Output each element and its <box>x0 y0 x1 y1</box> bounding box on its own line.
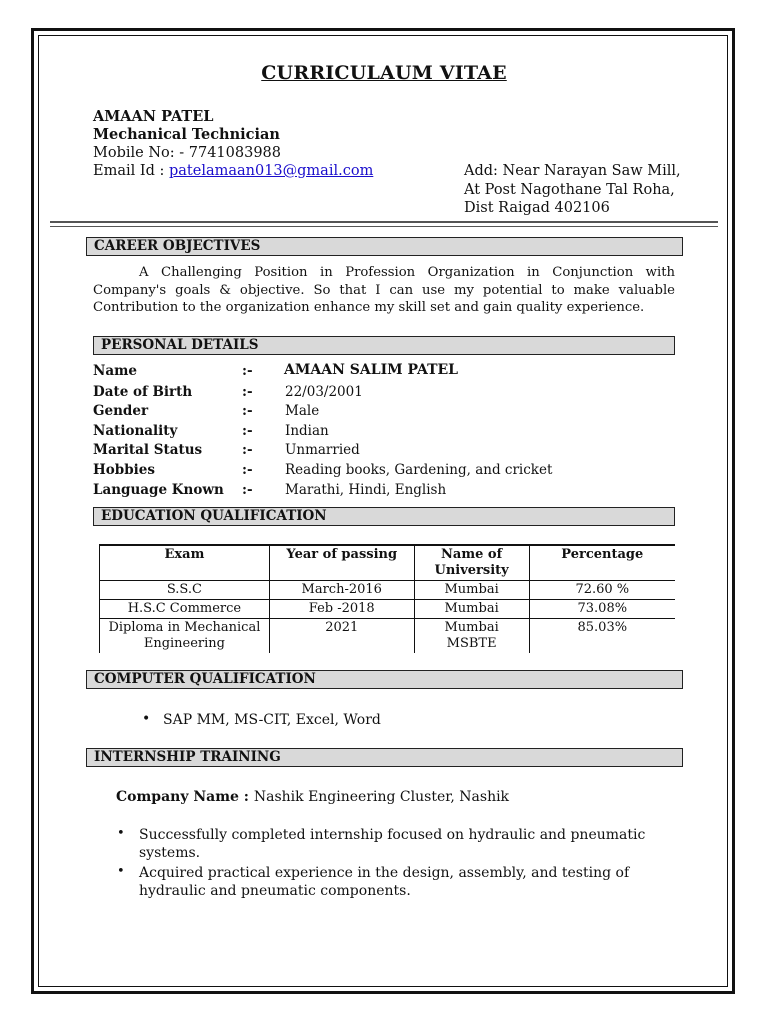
career-objective-body: A Challenging Position in Profession Organization in Conjunction with Company's goals & objective. So that I can use my potential to make valuable Contribution to the organization enhance my skill set and gain quality experience. <box>93 265 675 315</box>
personal-label-nationality: Nationality <box>93 423 178 439</box>
table-row <box>100 581 676 600</box>
education-cell-exam: S.S.C <box>100 581 270 600</box>
computer-skill-item: SAP MM, MS-CIT, Excel, Word <box>163 712 381 728</box>
internship-point: Acquired practical experience in the design, assembly, and testing of hydraulic and pneumatic components. <box>139 865 630 899</box>
address-line-1: Add: Near Narayan Saw Mill, <box>464 163 681 179</box>
education-header-row <box>100 545 676 581</box>
education-header-percentage: Percentage <box>529 545 675 581</box>
personal-value-hobbies: Reading books, Gardening, and cricket <box>285 462 553 478</box>
section-education-qualification: EDUCATION QUALIFICATION <box>93 507 675 526</box>
personal-value-name: AMAAN SALIM PATEL <box>284 362 459 378</box>
education-header-university: Name of University <box>414 545 529 581</box>
internship-point: Successfully completed internship focused on hydraulic and pneumatic systems. <box>139 827 646 861</box>
email-link[interactable]: patelamaan013@gmail.com <box>168 163 374 179</box>
personal-sep: :- <box>242 403 253 419</box>
email-line <box>93 163 373 179</box>
personal-label-gender: Gender <box>93 403 149 419</box>
education-cell-year: 2021 <box>269 619 414 654</box>
company-label: Company Name : <box>116 789 254 805</box>
personal-value-nationality: Indian <box>285 423 329 439</box>
mobile-number: 7741083988 <box>188 145 282 161</box>
personal-value-gender: Male <box>285 403 320 419</box>
personal-sep: :- <box>242 423 253 439</box>
personal-value-marital-status: Unmarried <box>285 442 360 458</box>
career-objective-text <box>93 264 675 317</box>
education-cell-university: Mumbai <box>414 600 529 619</box>
applicant-designation: Mechanical Technician <box>93 126 280 143</box>
personal-sep: :- <box>242 442 253 458</box>
education-header-year: Year of passing <box>269 545 414 581</box>
table-row <box>100 600 676 619</box>
bullet-icon: • <box>117 864 125 879</box>
personal-value-languages: Marathi, Hindi, English <box>285 482 447 498</box>
personal-sep: :- <box>242 363 253 379</box>
education-cell-percentage: 85.03% <box>529 619 675 654</box>
education-table <box>99 544 675 653</box>
personal-sep: :- <box>242 482 253 498</box>
education-cell-percentage: 72.60 % <box>529 581 675 600</box>
education-cell-university: Mumbai <box>414 581 529 600</box>
section-computer-qualification: COMPUTER QUALIFICATION <box>86 670 683 689</box>
section-career-objectives: CAREER OBJECTIVES <box>86 237 683 256</box>
email-label: Email Id : <box>93 163 169 179</box>
address-line-3: Dist Raigad 402106 <box>464 200 610 216</box>
section-internship-training: INTERNSHIP TRAINING <box>86 748 683 767</box>
header-divider-thin <box>50 226 718 227</box>
education-header-exam: Exam <box>100 545 270 581</box>
bullet-icon: • <box>117 826 125 841</box>
company-name: Nashik Engineering Cluster, Nashik <box>253 789 510 805</box>
table-row <box>100 619 676 654</box>
personal-label-dob: Date of Birth <box>93 384 193 400</box>
personal-label-hobbies: Hobbies <box>93 462 155 478</box>
education-cell-percentage: 73.08% <box>529 600 675 619</box>
personal-value-dob: 22/03/2001 <box>285 384 363 400</box>
document-title: CURRICULAUM VITAE <box>261 62 507 84</box>
mobile-label: Mobile No: - <box>93 145 189 161</box>
education-cell-exam: H.S.C Commerce <box>100 600 270 619</box>
education-cell-year: March-2016 <box>269 581 414 600</box>
personal-sep: :- <box>242 384 253 400</box>
bullet-icon: • <box>142 711 151 727</box>
company-line <box>116 789 509 805</box>
education-cell-exam: Diploma in Mechanical Engineering <box>100 619 270 654</box>
applicant-name: AMAAN PATEL <box>93 108 214 125</box>
mobile-line <box>93 145 281 161</box>
personal-label-marital-status: Marital Status <box>93 442 203 458</box>
personal-label-name: Name <box>93 363 137 379</box>
education-cell-university: Mumbai MSBTE <box>414 619 529 654</box>
address-line-2: At Post Nagothane Tal Roha, <box>464 182 675 198</box>
section-personal-details: PERSONAL DETAILS <box>93 336 675 355</box>
personal-sep: :- <box>242 462 253 478</box>
header-divider-thick <box>50 221 718 223</box>
education-cell-year: Feb -2018 <box>269 600 414 619</box>
personal-label-languages: Language Known <box>93 482 224 498</box>
